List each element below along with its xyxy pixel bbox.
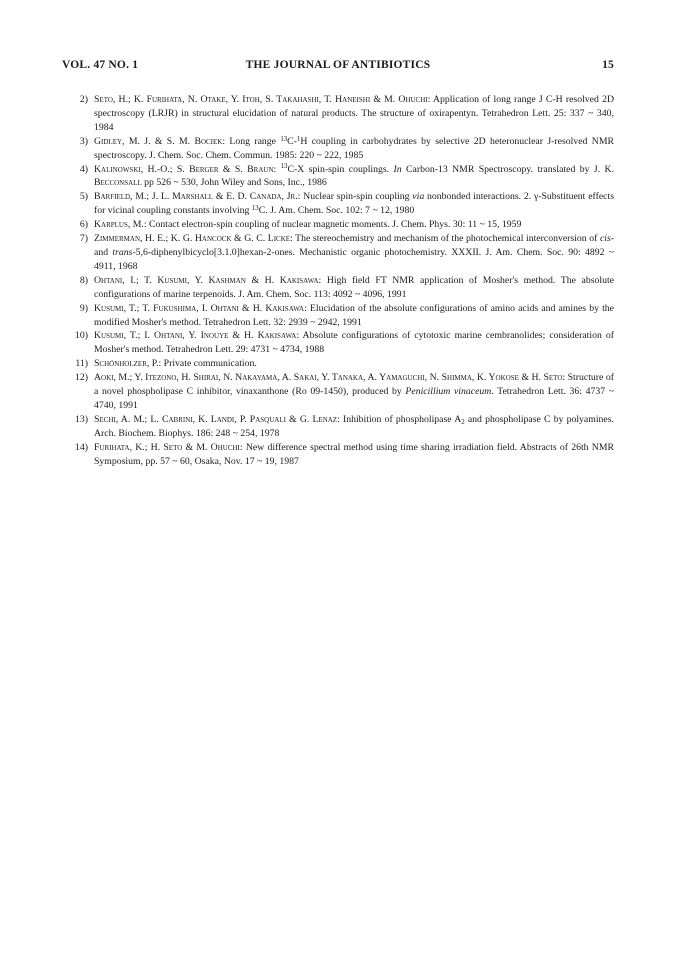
- reference-text: Sechi, A. M.; L. Cabrini, K. Landi, P. Pasquali & G. Lenaz: Inhibition of phospholipase $A_2$ and phospholipase C by polyamines. Arch. Biochem. Biophys. 186: 248 ~ 254, 1978: [94, 413, 614, 439]
- reference-number: 2): [79, 94, 88, 105]
- reference-text: Ohtani, I.; T. Kusumi, Y. Kashman & H. Kakisawa: High field FT NMR application of Mosher's method. The absolute configurations of marine terpenoids. J. Am. Chem. Soc. 113: 4092 ~ 4096, 1991: [94, 274, 615, 300]
- reference-number: 5): [79, 191, 88, 203]
- reference-text: Schönholzer, P.: Private communication.: [94, 358, 257, 370]
- reference-number: 10): [75, 330, 88, 342]
- reference-item: [62, 357, 614, 371]
- reference-item: [62, 329, 614, 357]
- reference-number: 11): [75, 358, 88, 370]
- reference-number: 4): [79, 163, 88, 175]
- reference-item: [62, 218, 614, 232]
- reference-number: 6): [79, 219, 88, 231]
- reference-text: Karplus, M.: Contact electron-spin coupling of nuclear magnetic moments. J. Chem. Phys. 30: 11 ~ 15, 1959: [94, 219, 522, 231]
- reference-item: [62, 274, 614, 302]
- reference-item: [62, 190, 614, 218]
- reference-text: Kusumi, T.; T. Fukushima, I. Ohtani & H. Kakisawa: Elucidation of the absolute configurations of amino acids and amines by the modified Mosher's method. Tetrahedron Lett. 32: 2939 ~ 2942, 1991: [94, 302, 614, 328]
- running-header: [62, 59, 614, 75]
- reference-text: Zimmerman, H. E.; K. G. Hancock & G. C. Licke: The stereochemistry and mechanism of the photochemical interconversion of cis- and trans-5,6-diphenylbicyclo[3.1.0]hexan-2-ones. Mechanistic organic photochemistry. XXXII. J. Am. Chem. Soc. 90: 4892 ~ 4911, 1968: [94, 233, 615, 272]
- reference-text: Kalinowski, H.-O.; S. Berger & S. Braun: $^{13}$C-X spin-spin couplings. In Carbon-13 NMR Spectroscopy. translated by J. K. Becconsall pp 526 ~ 530, John Wiley and Sons, Inc., 1986: [94, 163, 615, 189]
- reference-item: [62, 441, 614, 469]
- reference-list: [62, 93, 614, 468]
- reference-text: Kusumi, T.; I. Ohtani, Y. Inouye & H. Kakisawa: Absolute configurations of cytotoxic marine cembranolides; consideration of Mosher's method. Tetrahedron Lett. 29: 4731 ~ 4734, 1988: [94, 330, 615, 356]
- reference-item: [62, 232, 614, 274]
- reference-number: 12): [75, 372, 88, 384]
- reference-item: [62, 413, 614, 441]
- reference-text: Aoki, M.; Y. Itezono, H. Shirai, N. Nakayama, A. Sakai, Y. Tanaka, A. Yamaguchi, N. Shimma, K. Yokose & H. Seto: Structure of a novel phospholipase C inhibitor, vinaxanthone (Ro 09-1450), produced by Penicillium vinaceum. Tetrahedron Lett. 36: 4737 ~ 4740, 1991: [94, 372, 614, 411]
- reference-number: 14): [75, 441, 88, 453]
- reference-number: 3): [79, 135, 88, 147]
- reference-number: 8): [79, 274, 88, 286]
- reference-text: Seto, H.; K. Furihata, N. Otake, Y. Itoh, S. Takahashi, T. Haneishi & M. Ohuchi: Application of long range J C-H resolved 2D spectroscopy (LRJR) in structural elucidation of natural products. The structure of oxirapentyn. Tetrahedron Lett. 25: 337 ~ 340, 1984: [94, 94, 614, 133]
- reference-item: [62, 135, 614, 163]
- reference-item: [62, 371, 614, 413]
- reference-number: 9): [79, 302, 88, 314]
- reference-text: Barfield, M.; J. L. Marshall & E. D. Canada, Jr.: Nuclear spin-spin coupling via nonbonded interactions. 2. γ-Substituent effects for vicinal coupling constants involving $^{13}$C. J. Am. Chem. Soc. 102: 7 ~ 12, 1980: [94, 191, 614, 217]
- reference-text: Gidley, M. J. & S. M. Bociek: Long range $^{13}$C-$^1$H coupling in carbohydrates by selective 2D heteronuclear J-resolved NMR spectroscopy. J. Chem. Soc. Chem. Commun. 1985: 220 ~ 222, 1985: [94, 135, 614, 161]
- reference-number: 13): [75, 413, 88, 425]
- reference-item: [62, 163, 614, 191]
- journal-title: THE JOURNAL OF ANTIBIOTICS: [245, 59, 431, 71]
- page-number: 15: [602, 59, 614, 71]
- volume-issue: VOL. 47 NO. 1: [62, 59, 139, 71]
- reference-number: 7): [79, 233, 88, 245]
- reference-item: [62, 302, 614, 330]
- reference-item: [62, 93, 614, 135]
- reference-text: Furihata, K.; H. Seto & M. Ohuchi: New difference spectral method using time sharing irradiation field. Abstracts of 26th NMR Symposium, pp. 57 ~ 60, Osaka, Nov. 17 ~ 19, 1987: [94, 441, 614, 467]
